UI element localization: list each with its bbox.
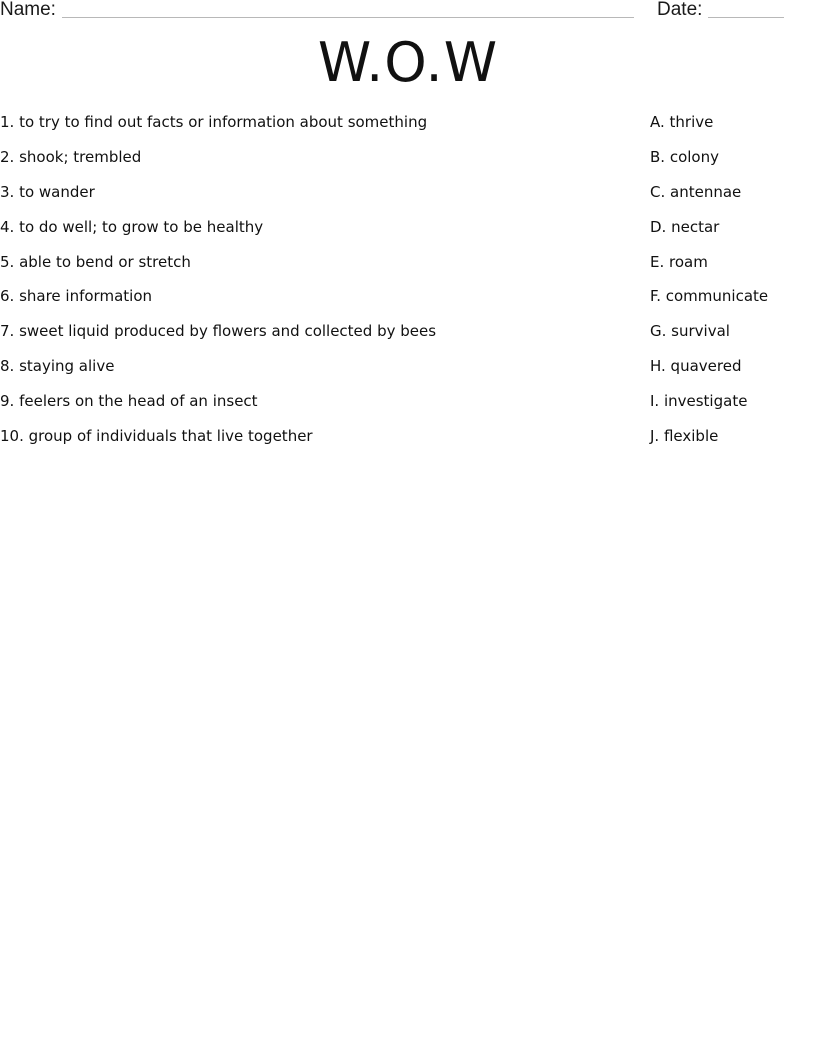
definition-item: 5. able to bend or stretch — [0, 252, 191, 271]
name-label: Name: — [0, 0, 56, 20]
worksheet-header — [0, 0, 816, 24]
answer-item: J. flexible — [650, 427, 719, 446]
answer-item: E. roam — [650, 252, 708, 271]
answer-item: B. colony — [650, 147, 719, 166]
answer-item: I. investigate — [650, 392, 748, 411]
definition-item: 6. share information — [0, 287, 152, 306]
definition-item: 7. sweet liquid produced by flowers and collected by bees — [0, 322, 437, 341]
definitions-list — [0, 111, 600, 460]
date-blank-line — [708, 17, 784, 18]
definition-item: 8. staying alive — [0, 357, 115, 376]
page-title: W.O.W — [317, 31, 499, 94]
name-blank-line — [62, 17, 634, 18]
answer-item: A. thrive — [650, 113, 714, 131]
definition-item: 1. to try to find out facts or information about something — [0, 113, 428, 131]
answer-item: H. quavered — [650, 357, 742, 376]
definition-item: 4. to do well; to grow to be healthy — [0, 217, 264, 236]
definition-item: 2. shook; trembled — [0, 147, 142, 166]
answer-item: G. survival — [650, 322, 730, 341]
definition-item: 3. to wander — [0, 182, 95, 201]
answer-item: C. antennae — [650, 182, 742, 201]
definition-item: 10. group of individuals that live together — [0, 427, 313, 446]
date-label: Date: — [657, 0, 703, 20]
answers-list — [650, 111, 810, 460]
answer-item: F. communicate — [650, 287, 769, 306]
definition-item: 9. feelers on the head of an insect — [0, 392, 258, 411]
answer-item: D. nectar — [650, 217, 720, 236]
